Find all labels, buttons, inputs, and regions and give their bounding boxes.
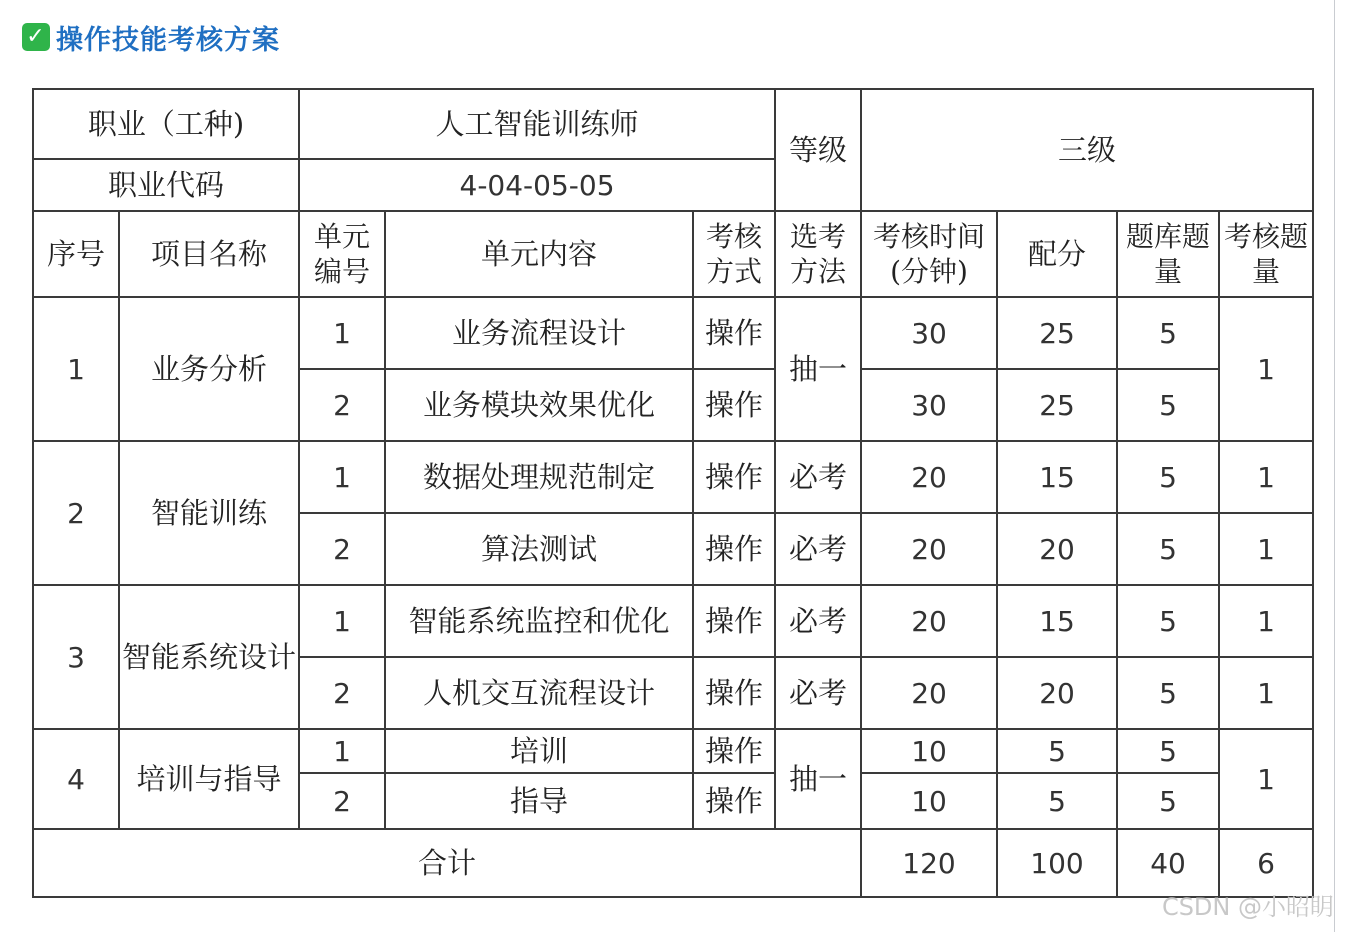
unit-method: 操作 [693, 773, 775, 829]
total-time: 120 [861, 829, 997, 897]
table-row [33, 297, 1313, 369]
unit-method: 操作 [693, 441, 775, 513]
table-row [33, 729, 1313, 773]
occupation-label: 职业（工种) [33, 89, 299, 159]
exam-qty: 1 [1219, 513, 1313, 585]
unit-no: 2 [299, 657, 385, 729]
unit-bank-qty: 5 [1117, 585, 1219, 657]
unit-method: 操作 [693, 585, 775, 657]
col-header-unit-content: 单元内容 [385, 211, 693, 297]
unit-method: 操作 [693, 297, 775, 369]
total-bank-qty: 40 [1117, 829, 1219, 897]
project-seq: 1 [33, 297, 119, 441]
unit-method: 操作 [693, 729, 775, 773]
col-header-bank-qty: 题库题量 [1117, 211, 1219, 297]
unit-bank-qty: 5 [1117, 657, 1219, 729]
col-header-selection: 选考方法 [775, 211, 861, 297]
unit-time: 20 [861, 513, 997, 585]
col-header-project: 项目名称 [119, 211, 299, 297]
unit-score: 25 [997, 297, 1117, 369]
selection-method: 抽一 [775, 729, 861, 829]
unit-bank-qty: 5 [1117, 513, 1219, 585]
unit-bank-qty: 5 [1117, 773, 1219, 829]
unit-bank-qty: 5 [1117, 729, 1219, 773]
total-row [33, 829, 1313, 897]
unit-time: 30 [861, 297, 997, 369]
project-seq: 4 [33, 729, 119, 829]
project-name: 智能系统设计 [119, 585, 299, 729]
total-label: 合计 [33, 829, 861, 897]
unit-score: 20 [997, 657, 1117, 729]
project-name: 业务分析 [119, 297, 299, 441]
heading-title: 操作技能考核方案 [56, 24, 280, 56]
project-name: 智能训练 [119, 441, 299, 585]
unit-method: 操作 [693, 369, 775, 441]
unit-no: 1 [299, 297, 385, 369]
unit-content: 指导 [385, 773, 693, 829]
unit-time: 10 [861, 773, 997, 829]
unit-no: 2 [299, 513, 385, 585]
col-header-seq: 序号 [33, 211, 119, 297]
selection-method: 必考 [775, 657, 861, 729]
total-exam-qty: 6 [1219, 829, 1313, 897]
unit-no: 1 [299, 585, 385, 657]
selection-method: 必考 [775, 441, 861, 513]
unit-method: 操作 [693, 657, 775, 729]
unit-content: 业务流程设计 [385, 297, 693, 369]
exam-qty: 1 [1219, 297, 1313, 441]
unit-content: 数据处理规范制定 [385, 441, 693, 513]
col-header-unit-no: 单元编号 [299, 211, 385, 297]
unit-time: 10 [861, 729, 997, 773]
project-name: 培训与指导 [119, 729, 299, 829]
unit-score: 5 [997, 773, 1117, 829]
exam-qty: 1 [1219, 441, 1313, 513]
project-seq: 3 [33, 585, 119, 729]
page-heading [22, 18, 280, 56]
exam-qty: 1 [1219, 585, 1313, 657]
watermark: CSDN @小昭眀 [1161, 893, 1334, 921]
unit-content: 算法测试 [385, 513, 693, 585]
unit-no: 1 [299, 729, 385, 773]
unit-score: 25 [997, 369, 1117, 441]
exam-qty: 1 [1219, 657, 1313, 729]
unit-time: 20 [861, 657, 997, 729]
unit-content: 智能系统监控和优化 [385, 585, 693, 657]
unit-bank-qty: 5 [1117, 441, 1219, 513]
unit-no: 1 [299, 441, 385, 513]
unit-content: 业务模块效果优化 [385, 369, 693, 441]
unit-no: 2 [299, 773, 385, 829]
code-value: 4-04-05-05 [299, 159, 775, 211]
selection-method: 抽一 [775, 297, 861, 441]
exam-plan-table [32, 88, 1314, 898]
selection-method: 必考 [775, 585, 861, 657]
col-header-score: 配分 [997, 211, 1117, 297]
exam-qty: 1 [1219, 729, 1313, 829]
unit-content: 人机交互流程设计 [385, 657, 693, 729]
unit-time: 20 [861, 585, 997, 657]
occupation-value: 人工智能训练师 [299, 89, 775, 159]
code-label: 职业代码 [33, 159, 299, 211]
unit-time: 30 [861, 369, 997, 441]
unit-score: 20 [997, 513, 1117, 585]
unit-score: 15 [997, 585, 1117, 657]
col-header-method: 考核方式 [693, 211, 775, 297]
unit-bank-qty: 5 [1117, 369, 1219, 441]
check-mark-icon: ✓ [22, 23, 50, 51]
unit-score: 15 [997, 441, 1117, 513]
unit-no: 2 [299, 369, 385, 441]
col-header-time: 考核时间(分钟) [861, 211, 997, 297]
unit-content: 培训 [385, 729, 693, 773]
project-seq: 2 [33, 441, 119, 585]
unit-method: 操作 [693, 513, 775, 585]
col-header-exam-qty: 考核题量 [1219, 211, 1313, 297]
selection-method: 必考 [775, 513, 861, 585]
unit-bank-qty: 5 [1117, 297, 1219, 369]
level-value: 三级 [861, 89, 1313, 211]
table-row [33, 441, 1313, 513]
page-right-border [1334, 0, 1335, 932]
total-score: 100 [997, 829, 1117, 897]
unit-time: 20 [861, 441, 997, 513]
level-label: 等级 [775, 89, 861, 211]
table-row [33, 585, 1313, 657]
unit-score: 5 [997, 729, 1117, 773]
